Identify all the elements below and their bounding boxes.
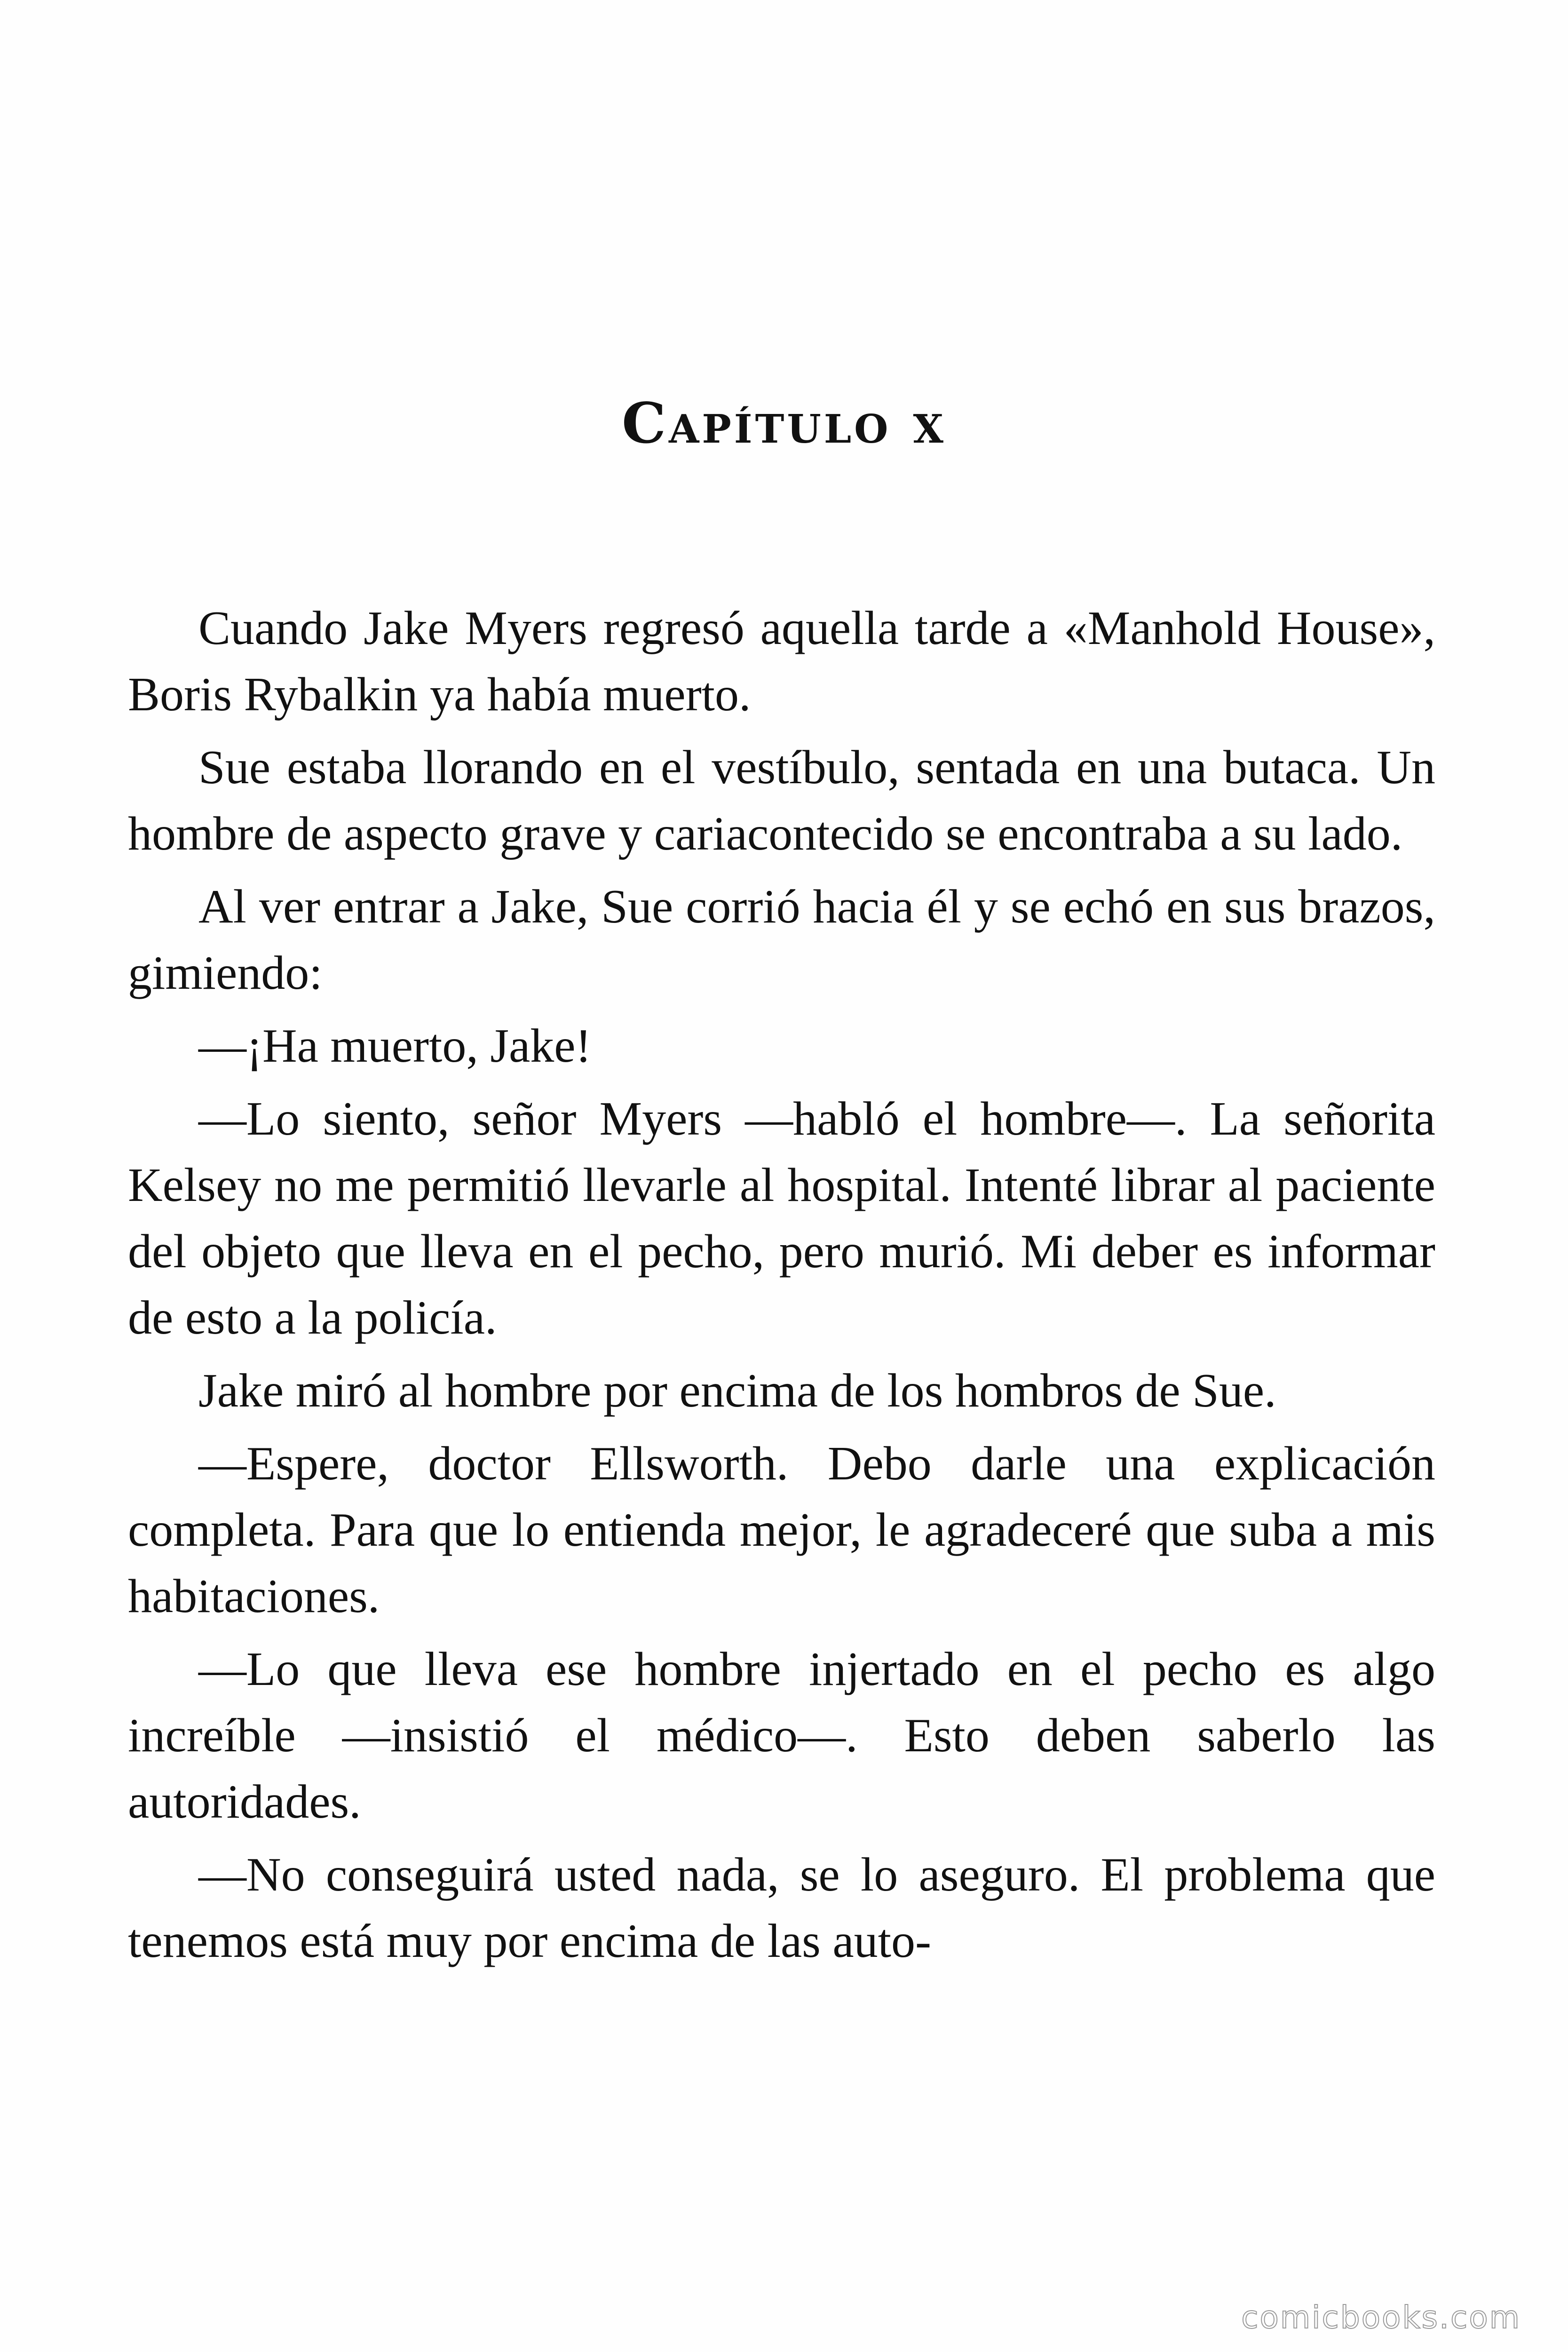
paragraph: —Lo siento, señor Myers —habló el hombre—. La señorita Kelsey no me permitió llevarle al hospital. Intenté librar al paciente del objeto que lleva en el pecho, pero murió. Mi deber es informar de esto a la policía. <box>128 1092 1435 1344</box>
chapter-title: Capítulo x <box>622 390 946 456</box>
paragraph: —No conseguirá usted nada, se lo aseguro. El problema que tenemos está muy por encima de las auto- <box>128 1848 1435 1968</box>
paragraph: Al ver entrar a Jake, Sue corrió hacia él y se echó en sus brazos, gimiendo: <box>128 880 1435 1000</box>
paragraph: Cuando Jake Myers regresó aquella tarde a «Manhold House», Boris Rybalkin ya había muerto. <box>128 602 1435 721</box>
body-text <box>128 595 1435 1981</box>
paragraph: —Lo que lleva ese hombre injertado en el pecho es algo increíble —insistió el médico—. Esto deben saberlo las autoridades. <box>128 1643 1435 1828</box>
paragraph: Sue estaba llorando en el vestíbulo, sentada en una butaca. Un hombre de aspecto grave y cariacontecido se encontraba a su lado. <box>128 741 1435 860</box>
paragraph: Jake miró al hombre por encima de los hombros de Sue. <box>198 1364 1276 1417</box>
watermark: comicbooks.com <box>1241 2299 1521 2336</box>
paragraph: —¡Ha muerto, Jake! <box>198 1019 592 1073</box>
paragraph: —Espere, doctor Ellsworth. Debo darle una explicación completa. Para que lo entienda mejor, le agradeceré que suba a mis habitaciones. <box>128 1437 1435 1623</box>
